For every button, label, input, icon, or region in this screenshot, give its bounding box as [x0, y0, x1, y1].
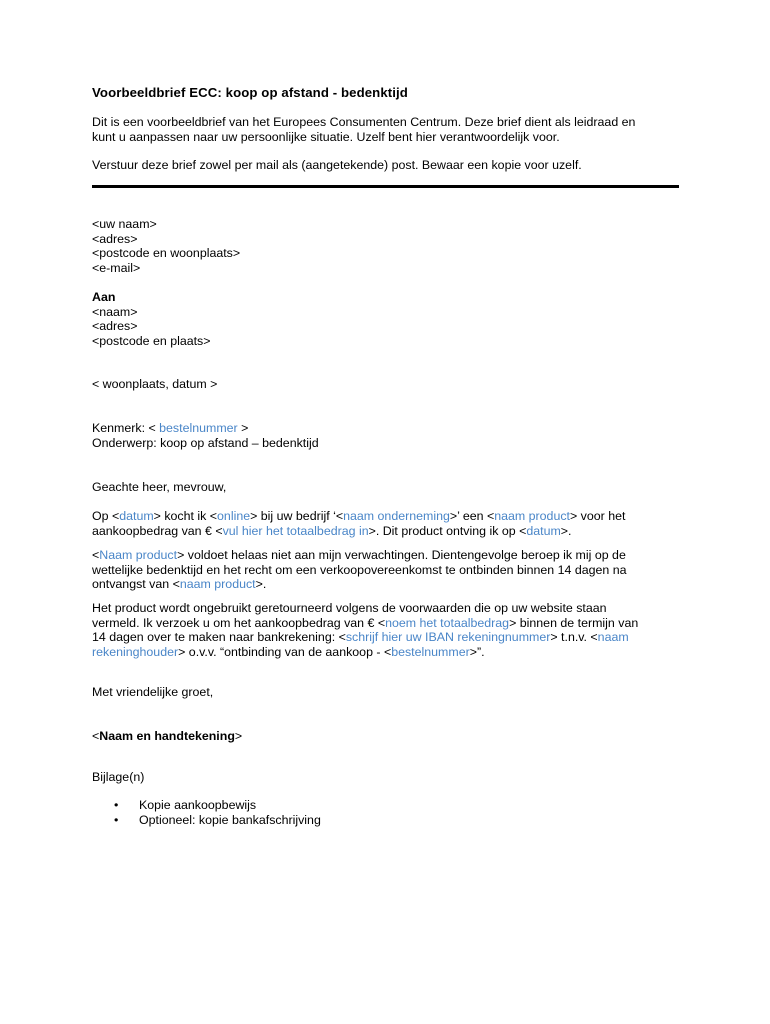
placeholder-product: naam product: [494, 509, 570, 523]
placeholder-product-name: Naam product: [99, 548, 178, 562]
paragraph-3-line-3: 14 dagen over te maken naar bankrekening: <schrijf hier uw IBAN rekeningnummer> t.n.v. <naam: [92, 630, 629, 645]
attachment-item-1: Kopie aankoopbewijs: [139, 798, 257, 812]
signature-text: Naam en handtekening: [99, 729, 235, 743]
signature: [92, 729, 678, 744]
subject-line: Onderwerp: koop op afstand – bedenktijd: [92, 435, 319, 450]
list-item: [92, 813, 321, 828]
placeholder-product-name-2: naam product: [179, 577, 256, 592]
list-item: [92, 798, 321, 813]
sender-block: [92, 217, 678, 275]
placeholder-amount: vul hier het totaalbedrag in: [222, 523, 369, 538]
paragraph-2-line-3: ontvangst van <naam product>.: [92, 577, 267, 592]
intro-instruction: [92, 158, 678, 173]
paragraph-1-line-2: aankoopbedrag van € <vul hier het totaalbedrag in>. Dit product ontving ik op <datum>.: [92, 523, 572, 538]
kenmerk-placeholder: bestelnummer: [155, 421, 242, 435]
paragraph-1-line-1: Op <datum> kocht ik <online> bij uw bedrijf ‘<naam onderneming>’ een <naam product> voor het: [92, 509, 626, 523]
placeholder-holder-2: rekeninghouder: [92, 644, 179, 659]
kenmerk-end: >: [241, 421, 249, 435]
paragraph-3: [92, 601, 678, 659]
recipient-postcode: <postcode en plaats>: [92, 333, 211, 348]
closing-text: Met vriendelijke groet,: [92, 685, 214, 699]
placeholder-total-amount: noem het totaalbedrag: [385, 615, 510, 630]
placeholder-company: naam onderneming: [343, 509, 450, 523]
placeholder-online: online: [217, 509, 251, 523]
sender-name: <uw naam>: [92, 217, 157, 231]
kenmerk-label: Kenmerk: <: [92, 421, 156, 435]
sender-email: <e-mail>: [92, 260, 141, 275]
paragraph-2: [92, 548, 678, 592]
paragraph-3-line-4: rekeninghouder> o.v.v. “ontbinding van de aankoop - <bestelnummer>”.: [92, 644, 485, 659]
placeholder-received-date: datum: [526, 523, 561, 538]
divider-rule: [92, 185, 679, 188]
intro-line-2: kunt u aanpassen naar uw persoonlijke situatie. Uzelf bent hier verantwoordelijk voor.: [92, 129, 560, 144]
recipient-name: <naam>: [92, 304, 138, 319]
paragraph-3-line-1: Het product wordt ongebruikt geretourneerd volgens de voorwaarden die op uw website staan: [92, 601, 607, 615]
placeholder-datum: datum: [119, 509, 154, 523]
place-date-text: < woonplaats, datum >: [92, 377, 218, 391]
paragraph-2-line-2: wettelijke bedenktijd en het recht om een verkoopovereenkomst te ontbinden binnen 14 dagen na: [92, 562, 627, 577]
paragraph-3-line-2: vermeld. Ik verzoek u om het aankoopbedrag van € <noem het totaalbedrag> binnen de termijn van: [92, 615, 639, 630]
paragraph-1: [92, 509, 678, 538]
attachments-heading: [92, 770, 678, 785]
recipient-block: [92, 290, 678, 348]
recipient-address: <adres>: [92, 319, 138, 334]
recipient-heading: Aan: [92, 290, 116, 304]
sender-address: <adres>: [92, 231, 138, 246]
intro-line-1: Dit is een voorbeeldbrief van het Europees Consumenten Centrum. Deze brief dient als leidraad en: [92, 115, 636, 129]
document-title: Voorbeeldbrief ECC: koop op afstand - bedenktijd: [92, 85, 408, 100]
reference-block: [92, 421, 678, 450]
attachments-heading-text: Bijlage(n): [92, 770, 145, 784]
kenmerk-line: [92, 421, 678, 436]
intro-paragraph: [92, 115, 678, 144]
sender-postcode: <postcode en woonplaats>: [92, 246, 241, 261]
salutation: [92, 480, 678, 495]
attachments-list: [92, 798, 321, 827]
place-date: [92, 377, 678, 392]
paragraph-2-line-1: <Naam product> voldoet helaas niet aan mijn verwachtingen. Dientengevolge beroep ik mij op de: [92, 548, 626, 562]
closing: [92, 685, 678, 700]
intro-line-3: Verstuur deze brief zowel per mail als (aangetekende) post. Bewaar een kopie voor uzelf.: [92, 158, 582, 172]
placeholder-order-number: bestelnummer: [391, 644, 470, 659]
placeholder-holder-1: naam: [597, 630, 629, 645]
placeholder-iban: schrijf hier uw IBAN rekeningnummer: [345, 630, 551, 645]
bullet-icon: •: [114, 798, 119, 812]
bullet-icon: •: [114, 812, 119, 827]
attachment-item-2: Optioneel: kopie bankafschrijving: [139, 812, 321, 827]
signature-line: <Naam en handtekening>: [92, 729, 243, 743]
salutation-text: Geachte heer, mevrouw,: [92, 480, 227, 494]
